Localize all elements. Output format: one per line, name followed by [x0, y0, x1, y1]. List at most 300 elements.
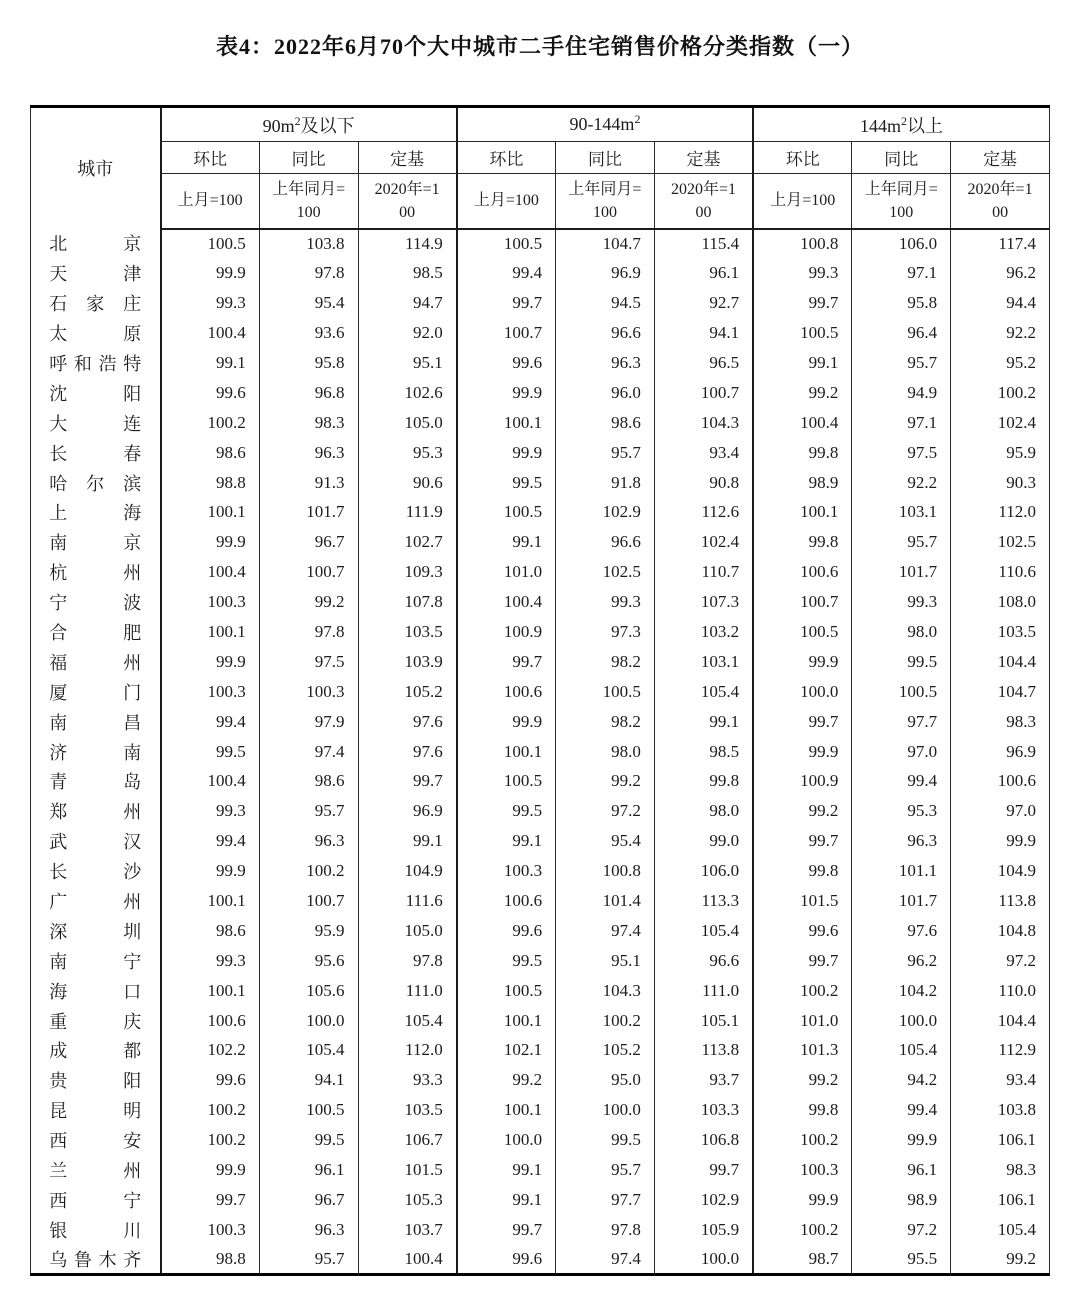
value-cell: 95.4: [556, 826, 655, 856]
value-cell: 90.6: [358, 468, 457, 498]
table-row: [31, 767, 1050, 797]
table-row: [31, 677, 1050, 707]
value-cell: 99.3: [161, 288, 260, 318]
value-cell: 96.3: [259, 826, 358, 856]
value-cell: 99.7: [457, 288, 556, 318]
value-cell: 92.2: [852, 468, 951, 498]
value-cell: 99.5: [259, 1125, 358, 1155]
value-cell: 97.3: [556, 617, 655, 647]
value-cell: 98.6: [161, 916, 260, 946]
value-cell: 104.9: [951, 856, 1050, 886]
table-row: [31, 647, 1050, 677]
value-cell: 95.3: [852, 796, 951, 826]
value-cell: 95.6: [259, 946, 358, 976]
city-cell: [31, 707, 161, 737]
table-row: [31, 1095, 1050, 1125]
table-row: [31, 1065, 1050, 1095]
base-header-prev-month: 上月=100: [161, 174, 260, 229]
value-cell: 112.9: [951, 1036, 1050, 1066]
value-cell: 100.0: [556, 1095, 655, 1125]
value-cell: 104.7: [556, 229, 655, 259]
value-cell: 96.6: [556, 527, 655, 557]
value-cell: 100.5: [259, 1095, 358, 1125]
value-cell: 99.9: [161, 647, 260, 677]
value-cell: 99.5: [852, 647, 951, 677]
base-header-2020: 2020年=1 00: [358, 174, 457, 229]
group-header-90-below: $90m^2$及以下: [161, 107, 457, 142]
value-cell: 97.1: [852, 408, 951, 438]
value-cell: 91.8: [556, 468, 655, 498]
city-name: 南昌: [49, 712, 142, 733]
table-row: [31, 707, 1050, 737]
value-cell: 99.7: [358, 767, 457, 797]
value-cell: 111.6: [358, 886, 457, 916]
value-cell: 99.9: [161, 856, 260, 886]
value-cell: 106.7: [358, 1125, 457, 1155]
value-cell: 100.2: [753, 976, 852, 1006]
value-cell: 97.4: [259, 737, 358, 767]
value-cell: 100.1: [457, 737, 556, 767]
value-cell: 104.4: [951, 647, 1050, 677]
table-row: [31, 1215, 1050, 1245]
value-cell: 99.3: [556, 587, 655, 617]
value-cell: 105.2: [358, 677, 457, 707]
metric-header-yoy: 同比: [259, 142, 358, 174]
value-cell: 93.4: [654, 438, 753, 468]
value-cell: 100.5: [753, 617, 852, 647]
city-cell: [31, 557, 161, 587]
city-name: 南宁: [49, 951, 142, 972]
value-cell: 99.9: [457, 378, 556, 408]
value-cell: 96.7: [259, 527, 358, 557]
table-row: [31, 946, 1050, 976]
city-cell: [31, 1185, 161, 1215]
value-cell: 99.9: [161, 527, 260, 557]
value-cell: 101.0: [457, 557, 556, 587]
city-name: 上海: [49, 503, 142, 524]
value-cell: 100.3: [161, 1215, 260, 1245]
value-cell: 100.0: [457, 1125, 556, 1155]
city-name: 长春: [49, 443, 142, 464]
value-cell: 99.1: [457, 826, 556, 856]
value-cell: 100.5: [852, 677, 951, 707]
value-cell: 98.9: [753, 468, 852, 498]
value-cell: 99.7: [654, 1155, 753, 1185]
value-cell: 99.9: [852, 1125, 951, 1155]
value-cell: 105.0: [358, 408, 457, 438]
table-row: [31, 1036, 1050, 1066]
value-cell: 99.3: [852, 587, 951, 617]
value-cell: 97.7: [852, 707, 951, 737]
city-name: 大连: [49, 413, 142, 434]
base-header-row: [31, 174, 1050, 229]
city-name: 郑州: [49, 802, 142, 823]
value-cell: 98.0: [852, 617, 951, 647]
value-cell: 100.3: [161, 677, 260, 707]
value-cell: 100.6: [753, 557, 852, 587]
value-cell: 99.8: [753, 856, 852, 886]
value-cell: 99.1: [358, 826, 457, 856]
value-cell: 95.7: [556, 438, 655, 468]
value-cell: 99.7: [753, 826, 852, 856]
value-cell: 99.4: [852, 767, 951, 797]
value-cell: 111.9: [358, 498, 457, 528]
value-cell: 101.7: [852, 886, 951, 916]
value-cell: 96.2: [852, 946, 951, 976]
value-cell: 99.8: [654, 767, 753, 797]
table-row: [31, 886, 1050, 916]
table-row: [31, 1245, 1050, 1275]
city-cell: [31, 408, 161, 438]
value-cell: 100.7: [259, 557, 358, 587]
value-cell: 105.9: [654, 1215, 753, 1245]
value-cell: 99.9: [161, 1155, 260, 1185]
city-cell: [31, 976, 161, 1006]
value-cell: 92.7: [654, 288, 753, 318]
value-cell: 101.0: [753, 1006, 852, 1036]
value-cell: 95.3: [358, 438, 457, 468]
value-cell: 112.0: [951, 498, 1050, 528]
value-cell: 104.8: [951, 916, 1050, 946]
value-cell: 99.5: [556, 1125, 655, 1155]
value-cell: 105.1: [654, 1006, 753, 1036]
value-cell: 100.5: [161, 229, 260, 259]
value-cell: 105.4: [852, 1036, 951, 1066]
value-cell: 100.6: [951, 767, 1050, 797]
city-cell: [31, 288, 161, 318]
value-cell: 96.3: [259, 1215, 358, 1245]
value-cell: 93.4: [951, 1065, 1050, 1095]
table-row: [31, 826, 1050, 856]
value-cell: 98.5: [358, 258, 457, 288]
value-cell: 101.4: [556, 886, 655, 916]
value-cell: 95.7: [556, 1155, 655, 1185]
value-cell: 115.4: [654, 229, 753, 259]
value-cell: 100.6: [457, 677, 556, 707]
value-cell: 95.2: [951, 348, 1050, 378]
value-cell: 106.0: [852, 229, 951, 259]
value-cell: 112.6: [654, 498, 753, 528]
table-row: [31, 408, 1050, 438]
table-title: 表4：2022年6月70个大中城市二手住宅销售价格分类指数（一）: [215, 34, 864, 59]
city-name: 贵阳: [49, 1071, 142, 1092]
city-column-header: 城市: [77, 159, 114, 180]
value-cell: 96.6: [654, 946, 753, 976]
value-cell: 107.8: [358, 587, 457, 617]
city-name: 武汉: [49, 832, 142, 853]
value-cell: 93.6: [259, 318, 358, 348]
table-row: [31, 229, 1050, 259]
value-cell: 91.3: [259, 468, 358, 498]
value-cell: 99.6: [161, 1065, 260, 1095]
city-name: 西宁: [49, 1190, 142, 1211]
value-cell: 99.9: [457, 707, 556, 737]
city-name: 杭州: [49, 563, 142, 584]
value-cell: 102.1: [457, 1036, 556, 1066]
value-cell: 100.2: [161, 1125, 260, 1155]
metric-header-mom: 环比: [161, 142, 260, 174]
value-cell: 110.6: [951, 557, 1050, 587]
value-cell: 98.6: [556, 408, 655, 438]
table-row: [31, 318, 1050, 348]
value-cell: 97.7: [556, 1185, 655, 1215]
value-cell: 99.1: [654, 707, 753, 737]
value-cell: 99.3: [161, 946, 260, 976]
table-row: [31, 288, 1050, 318]
value-cell: 99.5: [457, 946, 556, 976]
value-cell: 96.3: [259, 438, 358, 468]
value-cell: 99.7: [457, 647, 556, 677]
value-cell: 100.6: [161, 1006, 260, 1036]
value-cell: 97.4: [556, 916, 655, 946]
value-cell: 107.3: [654, 587, 753, 617]
value-cell: 103.7: [358, 1215, 457, 1245]
value-cell: 99.6: [161, 378, 260, 408]
value-cell: 100.3: [259, 677, 358, 707]
value-cell: 95.1: [358, 348, 457, 378]
value-cell: 94.2: [852, 1065, 951, 1095]
value-cell: 102.9: [556, 498, 655, 528]
city-name: 兰州: [49, 1161, 142, 1182]
city-cell: [31, 587, 161, 617]
value-cell: 99.2: [457, 1065, 556, 1095]
group-header-90-144: $90-144m^2$: [457, 107, 753, 142]
value-cell: 100.1: [161, 886, 260, 916]
city-cell: [31, 468, 161, 498]
city-name: 呼和浩特: [49, 354, 142, 374]
value-cell: 99.4: [852, 1095, 951, 1125]
value-cell: 100.1: [457, 408, 556, 438]
value-cell: 102.6: [358, 378, 457, 408]
city-cell: [31, 527, 161, 557]
value-cell: 95.8: [852, 288, 951, 318]
value-cell: 100.1: [161, 498, 260, 528]
city-name: 济南: [49, 742, 142, 763]
value-cell: 100.4: [161, 557, 260, 587]
value-cell: 96.0: [556, 378, 655, 408]
value-cell: 99.5: [457, 468, 556, 498]
value-cell: 96.3: [556, 348, 655, 378]
value-cell: 94.9: [852, 378, 951, 408]
value-cell: 104.2: [852, 976, 951, 1006]
value-cell: 100.4: [753, 408, 852, 438]
value-cell: 105.4: [654, 677, 753, 707]
value-cell: 99.4: [161, 826, 260, 856]
value-cell: 97.8: [259, 617, 358, 647]
city-cell: [31, 348, 161, 378]
city-cell: [31, 856, 161, 886]
value-cell: 105.4: [951, 1215, 1050, 1245]
value-cell: 110.0: [951, 976, 1050, 1006]
value-cell: 99.5: [457, 796, 556, 826]
city-cell: [31, 1125, 161, 1155]
value-cell: 100.7: [654, 378, 753, 408]
value-cell: 99.8: [753, 1095, 852, 1125]
city-cell: [31, 796, 161, 826]
value-cell: 99.6: [457, 916, 556, 946]
value-cell: 90.8: [654, 468, 753, 498]
value-cell: 96.3: [852, 826, 951, 856]
value-cell: 96.9: [951, 737, 1050, 767]
value-cell: 98.3: [259, 408, 358, 438]
value-cell: 97.5: [259, 647, 358, 677]
value-cell: 106.8: [654, 1125, 753, 1155]
value-cell: 114.9: [358, 229, 457, 259]
value-cell: 93.7: [654, 1065, 753, 1095]
city-cell: [31, 1155, 161, 1185]
value-cell: 94.1: [654, 318, 753, 348]
value-cell: 90.3: [951, 468, 1050, 498]
value-cell: 101.7: [852, 557, 951, 587]
base-header-prev-year: 上年同月= 100: [556, 174, 655, 229]
value-cell: 100.2: [161, 408, 260, 438]
value-cell: 96.6: [556, 318, 655, 348]
value-cell: 103.5: [951, 617, 1050, 647]
value-cell: 113.8: [951, 886, 1050, 916]
city-name: 重庆: [49, 1011, 142, 1032]
value-cell: 92.0: [358, 318, 457, 348]
city-name: 长沙: [49, 862, 142, 883]
value-cell: 117.4: [951, 229, 1050, 259]
value-cell: 100.2: [556, 1006, 655, 1036]
value-cell: 111.0: [358, 976, 457, 1006]
metric-header-fixed-base: 定基: [358, 142, 457, 174]
value-cell: 103.2: [654, 617, 753, 647]
metric-header-mom: 环比: [457, 142, 556, 174]
value-cell: 99.7: [753, 288, 852, 318]
value-cell: 97.2: [852, 1215, 951, 1245]
value-cell: 99.2: [951, 1245, 1050, 1275]
value-cell: 100.5: [457, 767, 556, 797]
value-cell: 99.1: [161, 348, 260, 378]
value-cell: 99.9: [753, 1185, 852, 1215]
value-cell: 100.5: [457, 976, 556, 1006]
value-cell: 100.7: [457, 318, 556, 348]
value-cell: 98.8: [161, 468, 260, 498]
value-cell: 96.4: [852, 318, 951, 348]
value-cell: 99.9: [753, 647, 852, 677]
city-name: 深圳: [49, 921, 142, 942]
base-header-prev-month: 上月=100: [457, 174, 556, 229]
value-cell: 99.3: [753, 258, 852, 288]
value-cell: 112.0: [358, 1036, 457, 1066]
value-cell: 95.5: [852, 1245, 951, 1275]
value-cell: 102.9: [654, 1185, 753, 1215]
city-cell: [31, 826, 161, 856]
value-cell: 100.7: [259, 886, 358, 916]
base-header-2020: 2020年=1 00: [951, 174, 1050, 229]
table-row: [31, 438, 1050, 468]
table-row: [31, 737, 1050, 767]
value-cell: 95.7: [259, 1245, 358, 1275]
value-cell: 105.6: [259, 976, 358, 1006]
value-cell: 98.8: [161, 1245, 260, 1275]
metric-header-mom: 环比: [753, 142, 852, 174]
value-cell: 95.7: [852, 527, 951, 557]
value-cell: 99.9: [457, 438, 556, 468]
value-cell: 100.2: [161, 1095, 260, 1125]
value-cell: 99.8: [753, 527, 852, 557]
value-cell: 99.7: [161, 1185, 260, 1215]
value-cell: 97.1: [852, 258, 951, 288]
city-cell: [31, 1215, 161, 1245]
city-name: 南京: [49, 533, 142, 554]
value-cell: 98.9: [852, 1185, 951, 1215]
city-cell: [31, 946, 161, 976]
value-cell: 101.5: [753, 886, 852, 916]
city-name: 哈尔滨: [49, 473, 142, 494]
table-row: [31, 557, 1050, 587]
value-cell: 100.0: [259, 1006, 358, 1036]
value-cell: 100.1: [457, 1006, 556, 1036]
value-cell: 100.3: [457, 856, 556, 886]
value-cell: 95.7: [259, 796, 358, 826]
metric-header-fixed-base: 定基: [654, 142, 753, 174]
value-cell: 97.0: [852, 737, 951, 767]
city-name: 天津: [49, 264, 142, 285]
table-row: [31, 468, 1050, 498]
value-cell: 99.1: [753, 348, 852, 378]
city-cell: [31, 498, 161, 528]
value-cell: 97.6: [852, 916, 951, 946]
value-cell: 96.9: [358, 796, 457, 826]
value-cell: 98.6: [161, 438, 260, 468]
group-header-144-above: $144m^2$以上: [753, 107, 1049, 142]
city-cell: [31, 258, 161, 288]
value-cell: 99.9: [951, 826, 1050, 856]
table-row: [31, 587, 1050, 617]
value-cell: 100.7: [753, 587, 852, 617]
city-name: 沈阳: [49, 383, 142, 404]
value-cell: 102.4: [951, 408, 1050, 438]
value-cell: 113.3: [654, 886, 753, 916]
value-cell: 98.3: [951, 707, 1050, 737]
city-cell: [31, 378, 161, 408]
value-cell: 103.1: [852, 498, 951, 528]
value-cell: 97.4: [556, 1245, 655, 1275]
value-cell: 94.1: [259, 1065, 358, 1095]
value-cell: 104.4: [951, 1006, 1050, 1036]
value-cell: 95.4: [259, 288, 358, 318]
value-cell: 100.5: [753, 318, 852, 348]
value-cell: 99.6: [753, 916, 852, 946]
city-name: 成都: [49, 1041, 142, 1062]
base-header-prev-year: 上年同月= 100: [852, 174, 951, 229]
value-cell: 108.0: [951, 587, 1050, 617]
value-cell: 106.0: [654, 856, 753, 886]
city-name: 北京: [49, 234, 142, 255]
table-row: [31, 1006, 1050, 1036]
value-cell: 97.0: [951, 796, 1050, 826]
value-cell: 95.7: [852, 348, 951, 378]
value-cell: 99.2: [753, 378, 852, 408]
value-cell: 98.5: [654, 737, 753, 767]
value-cell: 100.5: [457, 229, 556, 259]
city-cell: [31, 647, 161, 677]
metric-header-row: [31, 142, 1050, 174]
value-cell: 95.8: [259, 348, 358, 378]
table-header: [31, 107, 1050, 229]
value-cell: 99.2: [259, 587, 358, 617]
value-cell: 111.0: [654, 976, 753, 1006]
value-cell: 100.1: [161, 617, 260, 647]
city-name: 宁波: [49, 593, 142, 614]
city-name: 石家庄: [49, 294, 142, 315]
value-cell: 99.0: [654, 826, 753, 856]
value-cell: 99.8: [753, 438, 852, 468]
value-cell: 102.2: [161, 1036, 260, 1066]
value-cell: 105.3: [358, 1185, 457, 1215]
